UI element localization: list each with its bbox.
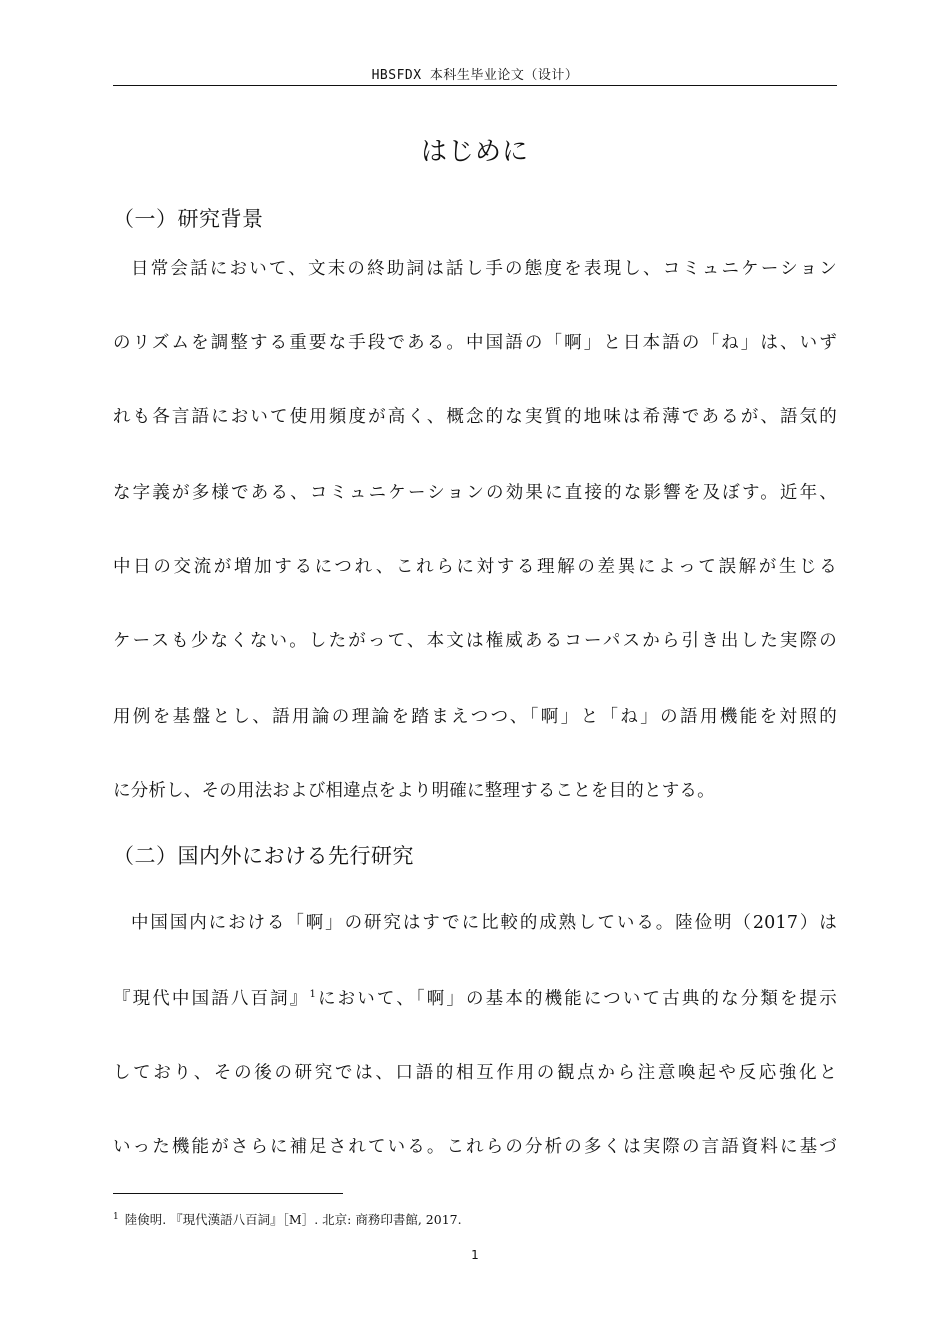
footnote-reference[interactable]: 1 — [309, 989, 317, 1001]
footnote-number: 1 — [113, 1211, 119, 1222]
paragraph-line-with-footnote — [113, 985, 837, 1010]
paragraph-line: に分析し、その用法および相違点をより明確に整理することを目的とする。 — [113, 781, 715, 801]
page-number: 1 — [471, 1248, 479, 1262]
page-title: はじめに — [420, 137, 529, 167]
header-divider — [113, 85, 837, 86]
section-heading-background: （一）研究背景 — [113, 207, 264, 231]
paragraph-line: しており、その後の研究では、口語的相互作用の観点から注意喚起や反応強化と — [113, 1063, 837, 1083]
paragraph-line: 中国国内における「啊」の研究はすでに比較的成熟している。陸俭明（2017）は — [131, 913, 837, 933]
paragraph-line: ケースも少なくない。したがって、本文は権威あるコーパスから引き出した実際の — [113, 631, 837, 651]
book-title: 『現代中国語八百詞』 — [113, 989, 310, 1009]
footnote-text: 陸倹明. 『現代漢語八百詞』［M］. 北京: 商務印書館, 2017. — [124, 1212, 462, 1227]
line-text: において、「啊」の基本的機能について古典的な分類を提示 — [316, 989, 838, 1009]
paragraph-line: 日常会話において、文末の終助詞は話し手の態度を表現し、コミュニケーション — [131, 259, 837, 279]
paragraph-line: れも各言語において使用頻度が高く、概念的な実質的地味は希薄であるが、語気的 — [113, 407, 837, 427]
footnote — [113, 1210, 837, 1228]
page-header: HBSFDX 本科生毕业论文（设计） — [371, 68, 579, 83]
paragraph-line: いった機能がさらに補足されている。これらの分析の多くは実際の言語資料に基づ — [113, 1137, 837, 1157]
footnote-divider — [113, 1193, 343, 1194]
paragraph-line: のリズムを調整する重要な手段である。中国語の「啊」と日本語の「ね」は、いず — [113, 333, 837, 353]
paragraph-line: 中日の交流が増加するにつれ、これらに対する理解の差異によって誤解が生じる — [113, 557, 837, 577]
paragraph-line: 用例を基盤とし、語用論の理論を踏まえつつ、「啊」と「ね」の語用機能を対照的 — [113, 707, 837, 727]
section-heading-prior-research: （二）国内外における先行研究 — [113, 844, 414, 868]
paragraph-line: な字義が多様である、コミュニケーションの効果に直接的な影響を及ぼす。近年、 — [113, 483, 837, 503]
